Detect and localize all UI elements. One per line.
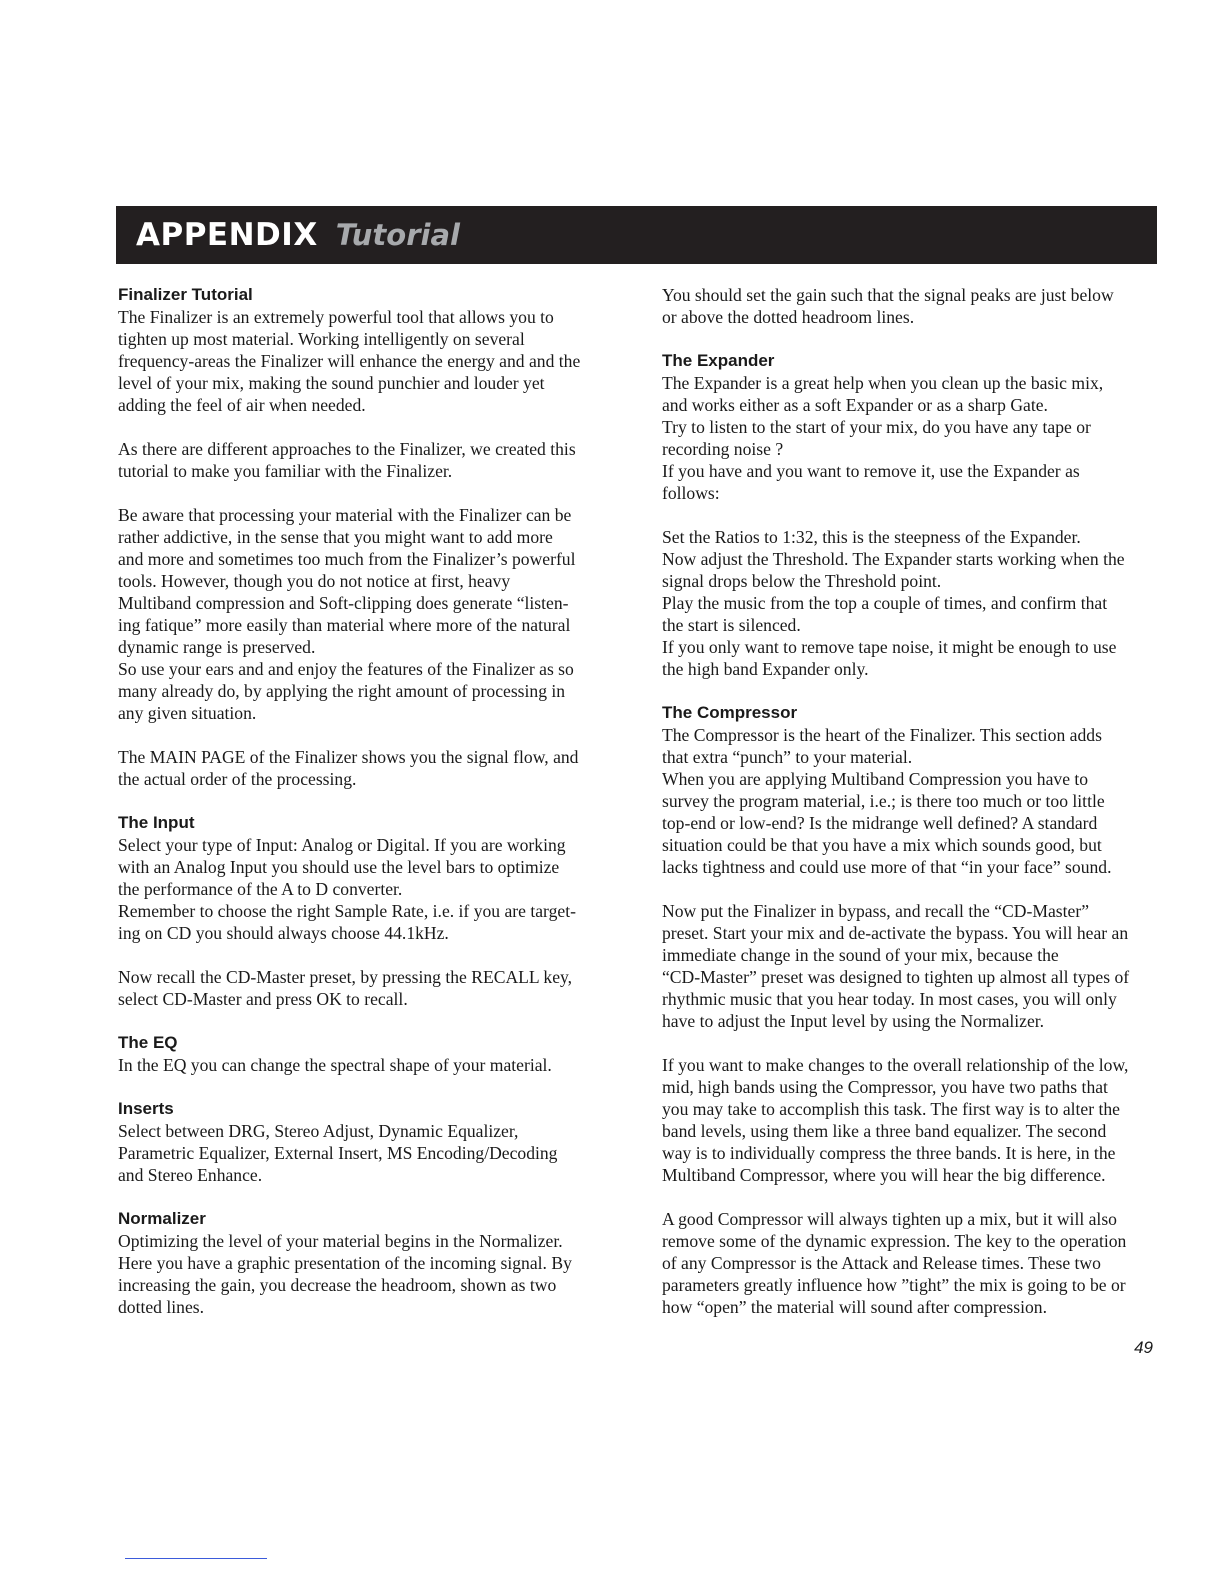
section-heading-compressor: The Compressor [662, 703, 798, 722]
section-heading-inserts: Inserts [118, 1099, 174, 1118]
page-number: 49 [1134, 1338, 1153, 1357]
section-heading-normalizer: Normalizer [118, 1209, 206, 1228]
header-subtitle: Tutorial [335, 218, 460, 252]
paragraph: Select your type of Input: Analog or Digital. If you are working with an Analog Input you should use the level bars to optimize the performance of the A to D converter. Remember to choose the right Sample Rate, i.e. if you are target- ing on CD you should always choose 44.1kHz. [118, 835, 576, 943]
footer-rule [125, 1558, 267, 1559]
header-title: APPENDIX [136, 217, 318, 253]
paragraph: The Expander is a great help when you clean up the basic mix, and works either as a soft Expander or as a sharp Gate. Try to listen to the start of your mix, do you have any tape or recording noise ? If you have and you want to remove it, use the Expander as follows: [662, 373, 1104, 503]
paragraph: A good Compressor will always tighten up a mix, but it will also remove some of the dynamic expression. The key to the operation of any Compressor is the Attack and Release times. These two parameters greatly influence how ”tight” the mix is going to be or how “open” the material will sound after compression. [662, 1209, 1127, 1317]
paragraph: Now recall the CD-Master preset, by pressing the RECALL key, select CD-Master and press OK to recall. [118, 967, 573, 1009]
section-heading-expander: The Expander [662, 351, 775, 370]
paragraph: Now put the Finalizer in bypass, and recall the “CD-Master” preset. Start your mix and de-activate the bypass. You will hear an immediate change in the sound of your mix, because the “CD-Master” preset was designed to tighten up almost all types of rhythmic music that you hear today. In most cases, you will only have to adjust the Input level by using the Normalizer. [662, 901, 1130, 1031]
section-heading-finalizer-tutorial: Finalizer Tutorial [118, 285, 253, 304]
paragraph: Be aware that processing your material with the Finalizer can be rather addictive, in the sense that you might want to add more and more and sometimes too much from the Finalizer’s powerful tools. However, though you do not notice at first, heavy Multiband compression and Soft-clipping does generate “listen- ing fatique” more easily than material where more of the natural dynamic range is preserved. So use your ears and and enjoy the features of the Finalizer as so many already do, by applying the right amount of processing in any given situation. [118, 505, 576, 723]
section-heading-eq: The EQ [118, 1033, 178, 1052]
section-heading-input: The Input [118, 813, 195, 832]
paragraph: Optimizing the level of your material begins in the Normalizer. Here you have a graphic presentation of the incoming signal. By increasing the gain, you decrease the headroom, shown as two dotted lines. [118, 1231, 572, 1317]
paragraph: You should set the gain such that the signal peaks are just below or above the dotted headroom lines. [662, 285, 1114, 327]
section-header [116, 206, 1157, 264]
left-column [118, 284, 618, 1318]
paragraph: In the EQ you can change the spectral shape of your material. [118, 1055, 552, 1075]
right-column [662, 284, 1162, 1318]
paragraph: The Finalizer is an extremely powerful tool that allows you to tighten up most material. Working intelligently on several frequency-areas the Finalizer will enhance the energy and and the level of your mix, making the sound punchier and louder yet adding the feel of air when needed. [118, 307, 581, 415]
paragraph: As there are different approaches to the Finalizer, we created this tutorial to make you familiar with the Finalizer. [118, 439, 576, 481]
paragraph: The MAIN PAGE of the Finalizer shows you the signal flow, and the actual order of the processing. [118, 747, 579, 789]
paragraph: Set the Ratios to 1:32, this is the steepness of the Expander. Now adjust the Threshold. The Expander starts working when the signal drops below the Threshold point. Play the music from the top a couple of times, and confirm that the start is silenced. If you only want to remove tape noise, it might be enough to use the high band Expander only. [662, 527, 1125, 679]
paragraph: Select between DRG, Stereo Adjust, Dynamic Equalizer, Parametric Equalizer, External Insert, MS Encoding/Decoding and Stereo Enhance. [118, 1121, 558, 1185]
paragraph: The Compressor is the heart of the Finalizer. This section adds that extra “punch” to your material. When you are applying Multiband Compression you have to survey the program material, i.e.; is there too much or too little top-end or low-end? Is the midrange well defined? A standard situation could be that you have a mix which sounds good, but lacks tightness and could use more of that “in your face” sound. [662, 725, 1112, 877]
paragraph: If you want to make changes to the overall relationship of the low, mid, high bands using the Compressor, you have two paths that you may take to accomplish this task. The first way is to alter the band levels, using them like a three band equalizer. The second way is to individually compress the three bands. It is here, in the Multiband Compressor, where you will hear the big difference. [662, 1055, 1129, 1185]
